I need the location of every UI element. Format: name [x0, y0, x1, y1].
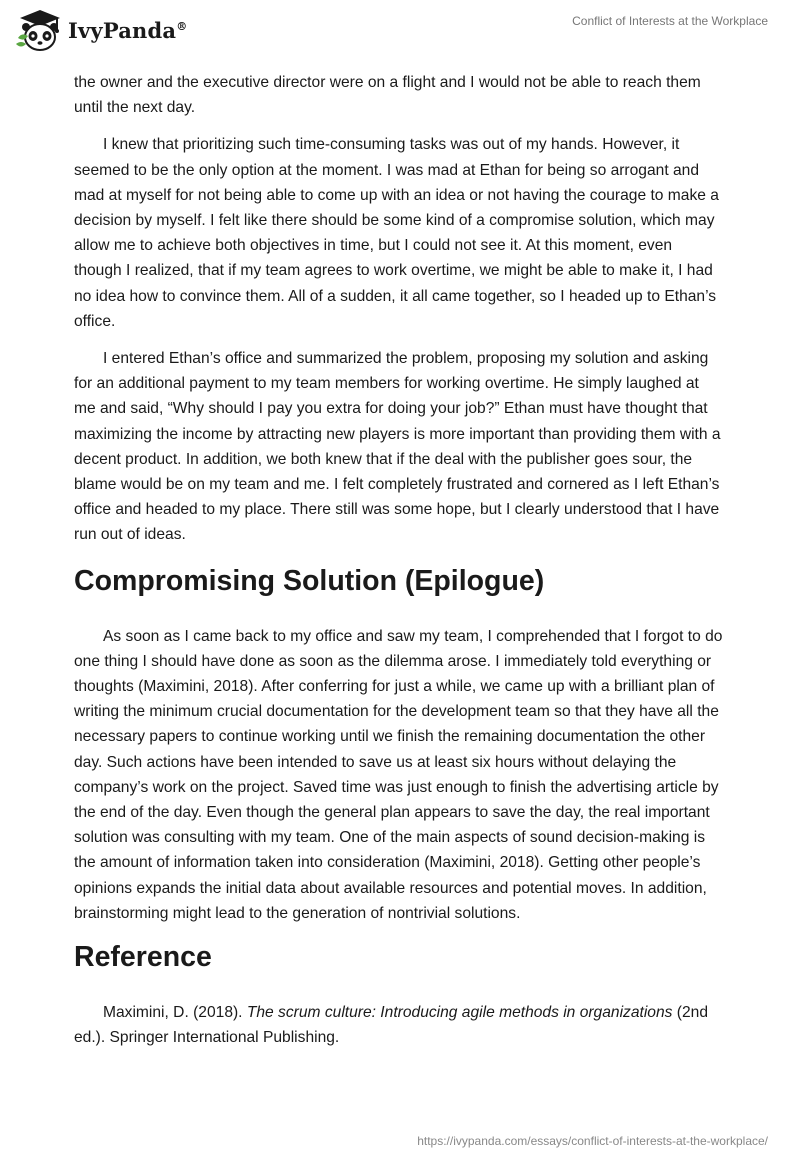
essay-content — [74, 70, 724, 1063]
document-title: Conflict of Interests at the Workplace — [572, 14, 768, 28]
paragraph-continued: the owner and the executive director were on a flight and I would not be able to reach them until the next day. — [74, 74, 701, 117]
section-heading-reference: Reference — [74, 941, 212, 974]
reference-entry — [74, 1000, 724, 1050]
reference-author: Maximini, D. (2018). — [103, 1004, 247, 1022]
ivypanda-logo[interactable] — [14, 8, 187, 52]
section-heading-epilogue: Compromising Solution (Epilogue) — [74, 564, 545, 597]
paragraph: As soon as I came back to my office and saw my team, I comprehended that I forgot to do one thing I should have done as soon as the dilemma arose. I immediately told everything or thoughts (Maximini, 2018). After conferring for just a while, we came up with a brilliant plan of writing the minimum crucial documentation for the development team so that they have all the necessary papers to continue working until we finish the remaining documentation the other day. Such actions have been intended to save us at least six hours without delaying the company’s work on the project. Saved time was just enough to finish the advertising article by the end of the day. Even though the general plan appears to save the day, the real important solution was consulting with my team. One of the main aspects of sound decision-making is the amount of information taken into consideration (Maximini, 2018). Getting other people’s opinions expands the initial data about available resources and potential moves. In addition, brainstorming might lead to the generation of nontrivial solutions. — [74, 627, 723, 922]
source-url-link[interactable]: https://ivypanda.com/essays/conflict-of-interests-at-the-workplace/ — [417, 1134, 768, 1148]
brand-name: IvyPanda® — [68, 17, 188, 43]
panda-logo-icon — [14, 8, 66, 52]
paragraph: I knew that prioritizing such time-consuming tasks was out of my hands. However, it seemed to be the only option at the moment. I was mad at Ethan for being so arrogant and mad at myself for not being able to come up with an idea or not having the courage to make a decision by myself. I felt like there should be some kind of a compromise solution, which may allow me to achieve both objectives in time, but I could not see it. At this moment, even though I realized, that if my team agrees to work overtime, we might be able to make it, I had no idea how to convince them. All of a sudden, it all came together, so I headed up to Ethan’s office. — [74, 136, 719, 330]
page-header — [0, 0, 800, 60]
reference-title: The scrum culture: Introducing agile methods in organizations — [246, 1004, 673, 1022]
reference-publisher: (2nd ed.). Springer International Publishing. — [74, 1004, 708, 1047]
paragraph: I entered Ethan’s office and summarized the problem, proposing my solution and asking for an additional payment to my team members for working overtime. He simply laughed at me and said, “Why should I pay you extra for doing your job?” Ethan must have thought that maximizing the income by attracting new players is more important than providing them with a decent product. In addition, we both knew that if the deal with the publisher goes sour, the blame would be on my team and me. I felt completely frustrated and cornered as I left Ethan’s office and headed to my place. There still was some hope, but I clearly understood that I have run out of ideas. — [74, 350, 721, 544]
